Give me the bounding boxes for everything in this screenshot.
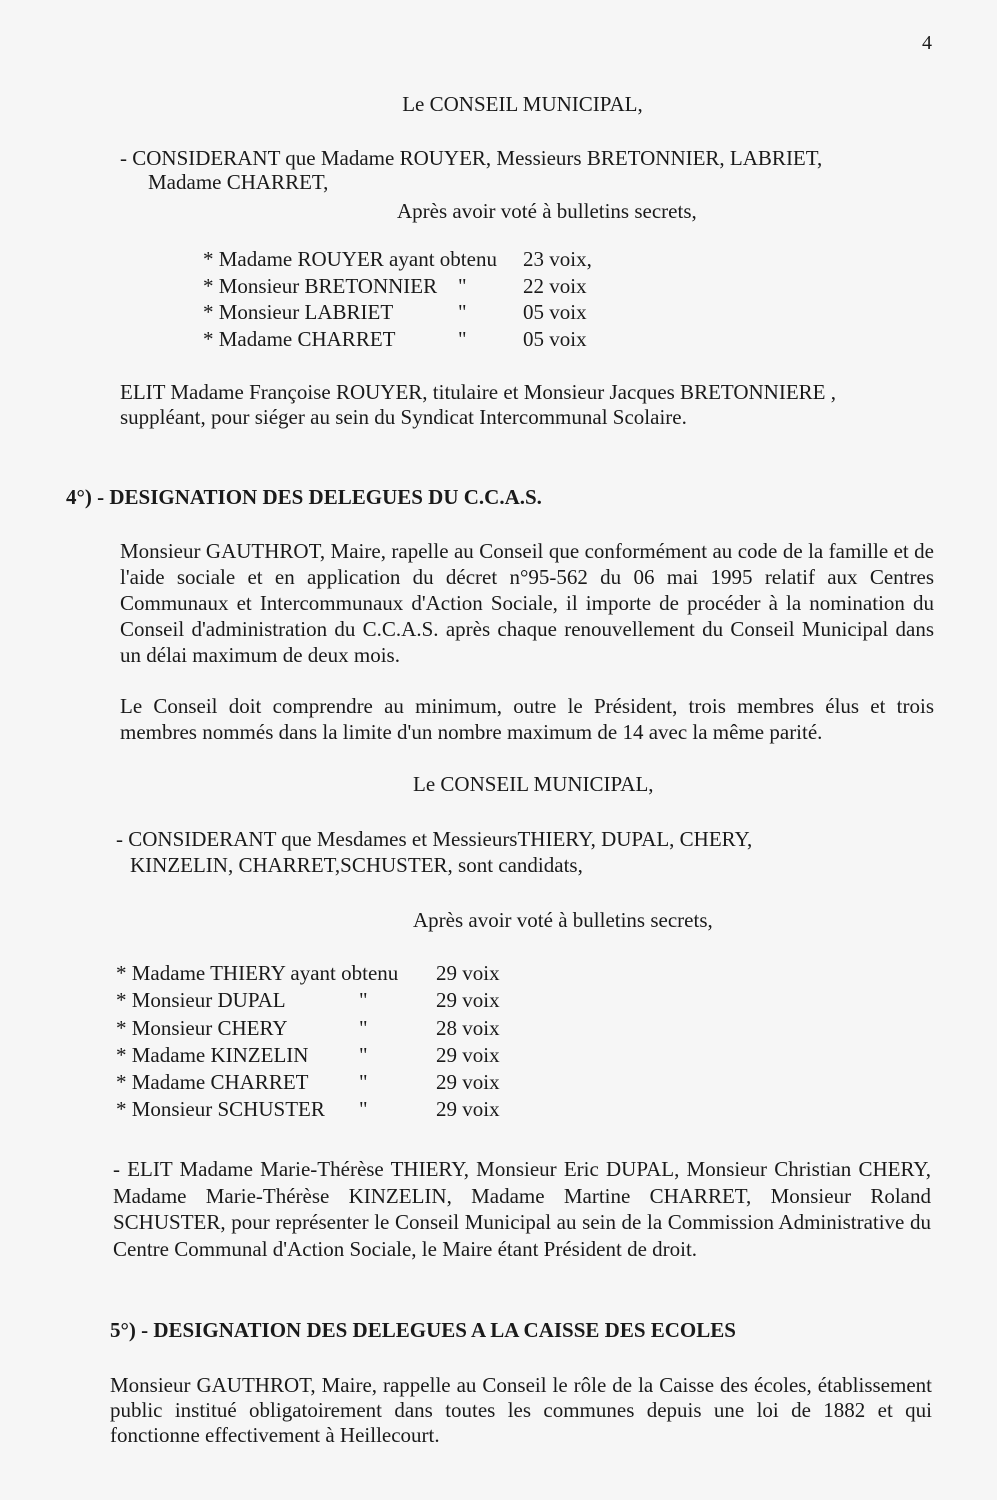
vote-result-row — [203, 326, 623, 353]
section-paragraph: Le Conseil doit comprendre au minimum, outre le Président, trois membres élus et trois membres nommés dans la limite d'un nombre maximum de 14 avec la même parité. — [120, 694, 934, 744]
ditto-mark: " — [359, 988, 368, 1013]
vote-result-row — [203, 299, 623, 326]
vote-count: 23 voix, — [523, 247, 592, 271]
vote-count: 05 voix — [523, 326, 587, 351]
page-number: 4 — [922, 32, 932, 54]
elit-line: suppléant, pour siéger au sein du Syndicat Intercommunal Scolaire. — [120, 405, 687, 429]
vote-result-row — [203, 246, 623, 273]
ditto-mark: " — [458, 300, 467, 324]
candidate-name: * Madame ROUYER ayant obtenu — [203, 247, 497, 271]
vote-count: 22 voix — [523, 273, 587, 298]
vote-count: 29 voix — [436, 1070, 500, 1095]
ditto-mark: " — [458, 273, 467, 298]
vote-result-row — [116, 1015, 536, 1042]
vote-result-row — [203, 273, 623, 300]
candidate-name: * Madame CHARRET — [203, 326, 396, 351]
vote-results-list — [203, 246, 623, 352]
elit-paragraph: - ELIT Madame Marie-Thérèse THIERY, Monsieur Eric DUPAL, Monsieur Christian CHERY, Madame Marie-Thérèse KINZELIN, Madame Martine CHARRET, Monsieur Roland SCHUSTER, pour représenter le Conseil Municipal au sein de la Commission Administrative du Centre Communal d'Action Sociale, le Maire étant Président de droit. — [113, 1157, 931, 1261]
considerant-line: KINZELIN, CHARRET,SCHUSTER, sont candidats, — [130, 853, 583, 877]
candidate-name: * Monsieur LABRIET — [203, 300, 394, 324]
candidate-name: * Monsieur CHERY — [116, 1015, 288, 1040]
considerant-line: Madame CHARRET, — [148, 170, 329, 194]
ditto-mark: " — [458, 326, 467, 351]
candidate-name: * Madame CHARRET — [116, 1070, 309, 1095]
vote-count: 29 voix — [436, 988, 500, 1013]
ditto-mark: " — [359, 1015, 368, 1040]
section-heading-ccas: 4°) - DESIGNATION DES DELEGUES DU C.C.A.S. — [66, 485, 542, 509]
vote-results-list — [116, 960, 536, 1124]
vote-count: 29 voix — [436, 1042, 500, 1067]
vote-result-row — [116, 1042, 536, 1069]
section-paragraph: Monsieur GAUTHROT, Maire, rapelle au Conseil que conformément au code de la famille et de l'aide sociale et en application du décret n°95-562 du 06 mai 1995 relatif aux Centres Communaux et Intercommunaux d'Action Sociale, il importe de procéder à la nomination du Conseil d'administration du C.C.A.S. après chaque renouvellement du Conseil Municipal dans un délai maximum de deux mois. — [120, 539, 934, 667]
ditto-mark: " — [359, 1070, 368, 1095]
ditto-mark: " — [359, 1042, 368, 1067]
candidate-name: * Monsieur DUPAL — [116, 988, 286, 1013]
vote-count: 28 voix — [436, 1015, 500, 1040]
considerant-line: - CONSIDERANT que Mesdames et MessieursTHIERY, DUPAL, CHERY, — [116, 827, 753, 851]
vote-intro: Après avoir voté à bulletins secrets, — [413, 908, 713, 932]
candidate-name: * Monsieur BRETONNIER — [203, 273, 438, 298]
candidate-name: * Madame KINZELIN — [116, 1042, 309, 1067]
candidate-name: * Madame THIERY ayant obtenu — [116, 961, 399, 985]
candidate-name: * Monsieur SCHUSTER — [116, 1097, 325, 1122]
council-heading: Le CONSEIL MUNICIPAL, — [402, 92, 643, 116]
elit-line: ELIT Madame Françoise ROUYER, titulaire et Monsieur Jacques BRETONNIERE , — [120, 380, 836, 404]
vote-intro: Après avoir voté à bulletins secrets, — [397, 199, 697, 223]
vote-count: 29 voix — [436, 1097, 500, 1122]
vote-result-row — [116, 1096, 536, 1123]
vote-count: 29 voix — [436, 961, 500, 985]
section-paragraph: Monsieur GAUTHROT, Maire, rappelle au Conseil le rôle de la Caisse des écoles, établissement public institué obligatoirement dans toutes les communes depuis une loi de 1882 et qui fonctionne effectivement à Heillecourt. — [110, 1373, 932, 1447]
vote-result-row — [116, 987, 536, 1014]
vote-count: 05 voix — [523, 300, 587, 324]
vote-result-row — [116, 1069, 536, 1096]
section-heading-caisse-ecoles: 5°) - DESIGNATION DES DELEGUES A LA CAISSE DES ECOLES — [110, 1318, 736, 1342]
vote-result-row — [116, 960, 536, 987]
ditto-mark: " — [359, 1097, 368, 1122]
considerant-line: - CONSIDERANT que Madame ROUYER, Messieurs BRETONNIER, LABRIET, — [120, 146, 823, 170]
council-heading: Le CONSEIL MUNICIPAL, — [413, 772, 654, 796]
